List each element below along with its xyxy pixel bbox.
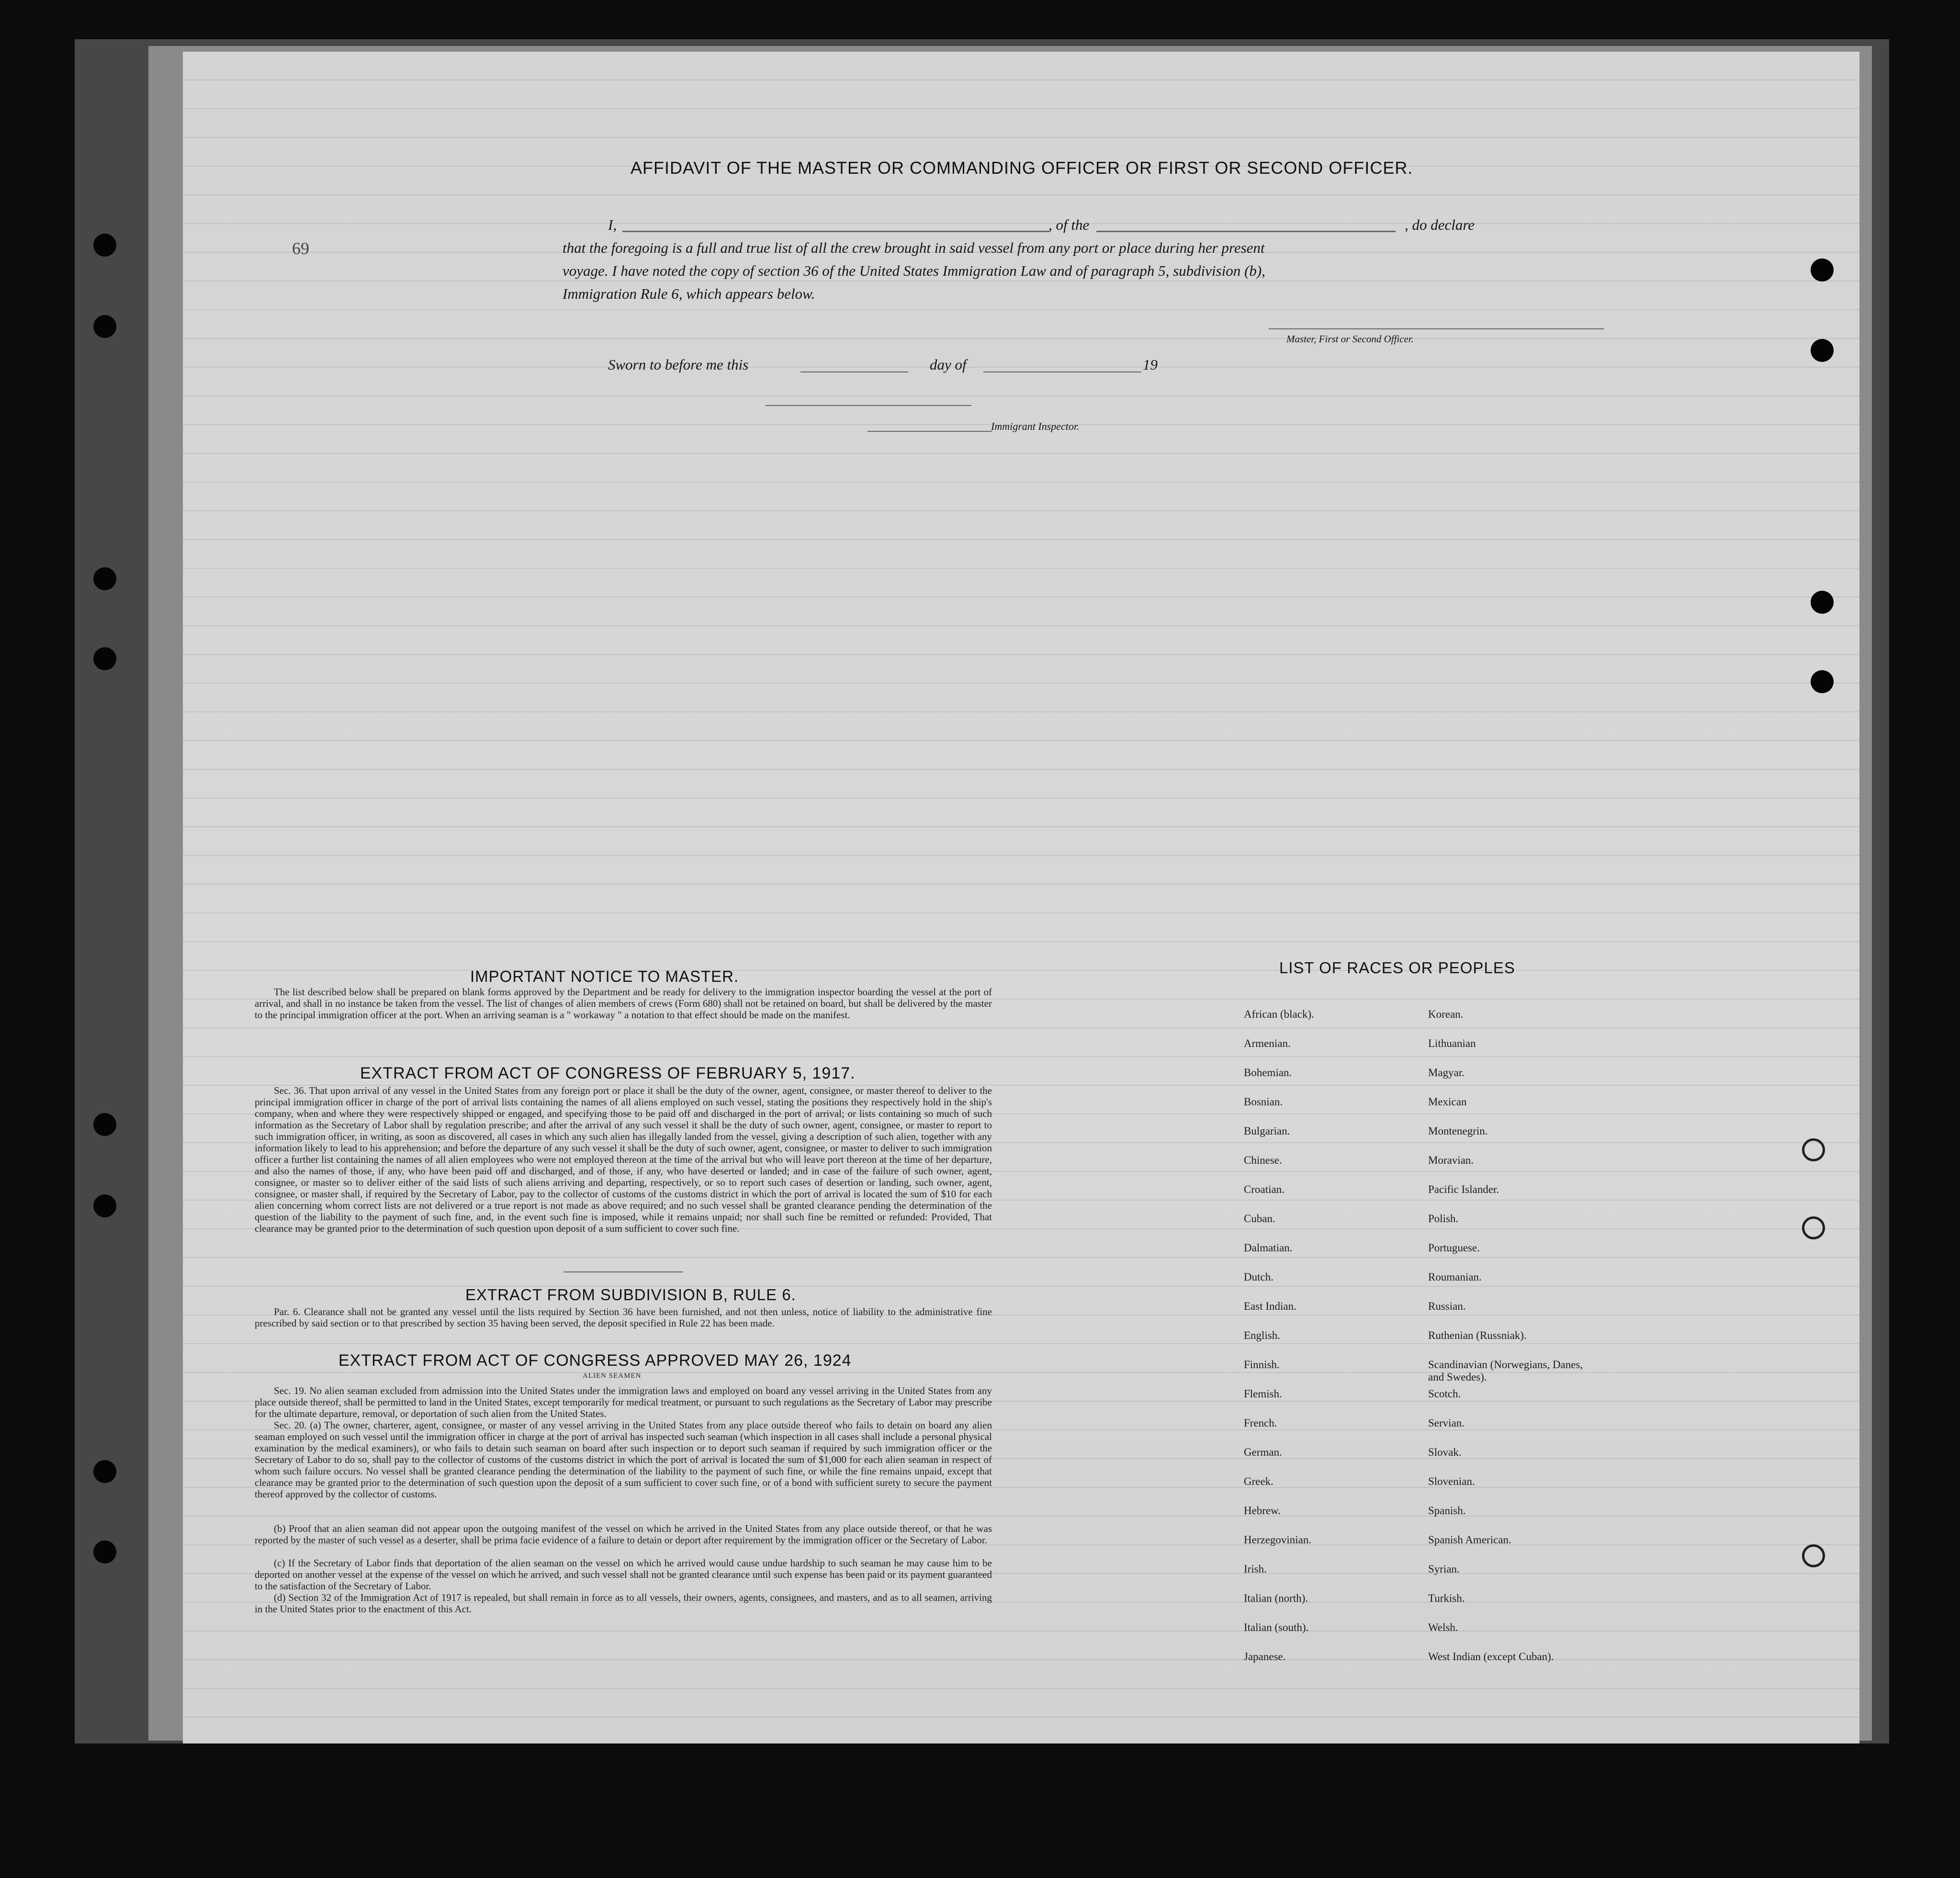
right-race-item: Polish. (1428, 1213, 1459, 1225)
right-race-item: Spanish. (1428, 1505, 1466, 1517)
right-race-item: Korean. (1428, 1008, 1464, 1020)
affidavit-title: AFFIDAVIT OF THE MASTER OR COMMANDING OFFICER OR FIRST OR SECOND OFFICER. (631, 158, 1413, 178)
notice-title: IMPORTANT NOTICE TO MASTER. (470, 967, 739, 985)
right-race-item: Moravian. (1428, 1154, 1474, 1166)
right-race-item: Mexican (1428, 1096, 1467, 1108)
punch-hole (1811, 591, 1834, 614)
section-divider (563, 1271, 683, 1272)
officer-caption: Master, First or Second Officer. (1286, 333, 1414, 345)
binder-hole (93, 1541, 116, 1563)
extract-1924-sec20d: (d) Section 32 of the Immigration Act of 1917 is repealed, but shall remain in force as to all vessels, their owners, agents, consignees, and masters, and as to all seamen, arriving in the United States prior to the enactment of this Act. (255, 1592, 992, 1615)
left-race-item: Finnish. (1244, 1359, 1280, 1371)
affidavit-line-4: Immigration Rule 6, which appears below. (563, 285, 815, 302)
left-race-item: Bosnian. (1244, 1096, 1283, 1108)
left-race-item: Hebrew. (1244, 1505, 1281, 1517)
binder-hole (93, 1194, 116, 1217)
extract-1924-sec20b: (b) Proof that an alien seaman did not appear upon the outgoing manifest of the vessel on which he arrived in the United States from any place outside thereof, or that he was reported by the master of such vessel as a deserter, shall be prima facie evidence of a failure to detain or deport after requirement by the immigration officer or the Secretary of Labor. (255, 1523, 992, 1546)
inspector-caption: Immigrant Inspector. (991, 420, 1080, 432)
affidavit-declare: , do declare (1405, 216, 1475, 233)
left-race-item: East Indian. (1244, 1300, 1296, 1312)
extract-rule6-title: EXTRACT FROM SUBDIVISION B, RULE 6. (465, 1286, 796, 1304)
affidavit-of-the: , of the (1048, 216, 1090, 233)
inspector-line-2 (867, 431, 992, 432)
left-race-item: Bohemian. (1244, 1067, 1292, 1079)
left-race-item: Herzegovinian. (1244, 1534, 1312, 1546)
right-race-item: Syrian. (1428, 1563, 1460, 1575)
left-race-item: Croatian. (1244, 1183, 1284, 1195)
right-race-item: Pacific Islander. (1428, 1183, 1499, 1195)
sworn-day-line (800, 371, 908, 372)
left-race-item: Greek. (1244, 1475, 1273, 1487)
extract-1917-text: Sec. 36. That upon arrival of any vessel in the United States from any foreign port or place it shall be the duty of the owner, agent, consignee, or master thereof to deliver to the principal immigration officer in charge of the port of arrival lists containing the names of all aliens employed on such vessel, stating the positions they respectively hold in the ship's company, when and where they were respectively shipped or engaged, and specifying those to be paid off and discharged in the port of arrival; or lists containing so much of such information as the Secretary of Labor shall by regulation prescribe; and after the arrival of any such vessel it shall be the duty of such owner, agent, consignee, or master to report to such immigration officer, in writing, as soon as discovered, all cases in which any such alien has illegally landed from the vessel, giving a description of such alien, together with any information likely to lead to his apprehension; and before the departure of any such vessel it shall be the duty of such owner, agent, consignee, or master to deliver to such immigration officer a further list containing the names of all alien employees who were not employed thereon at the time of the arrival but who will leave port thereon at the time of her departure, and also the names of those, if any, who have been paid off and discharged, and of those, if any, who have deserted or landed; and in case of the failure of such owner, agent, consignee, or master so to deliver either of the said lists of such aliens arriving and departing, respectively, or so to report such cases of desertion or landing, such owner, agent, consignee, or master shall, if required by the Secretary of Labor, pay to the collector of customs of the customs district in which the port of arrival is located the sum of $10 for each alien concerning whom correct lists are not delivered or a true report is not made as above required; and no such vessel shall be granted clearance pending the determination of the question of the liability to the payment of such fine, and, in the event such fine is imposed, while it remains unpaid; nor shall such fine be remitted or refunded: Provided, That clearance may be granted prior to the determination of such question upon deposit of a sum sufficient to cover such fine. (255, 1085, 992, 1234)
sworn-month-line (983, 371, 1141, 372)
right-race-item: Turkish. (1428, 1592, 1465, 1604)
left-race-item: Armenian. (1244, 1037, 1291, 1049)
affidavit-line-2: that the foregoing is a full and true list of all the crew brought in said vessel from any port or place during her present (563, 239, 1265, 256)
right-race-item: Servian. (1428, 1417, 1465, 1429)
right-race-item: Slovak. (1428, 1446, 1462, 1458)
left-race-item: Bulgarian. (1244, 1125, 1290, 1137)
right-race-item: Scotch. (1428, 1388, 1461, 1400)
left-race-item: English. (1244, 1329, 1281, 1341)
binder-hole (93, 567, 116, 590)
left-race-item: Cuban. (1244, 1213, 1275, 1225)
right-race-item: Portuguese. (1428, 1242, 1480, 1254)
right-race-item: Montenegrin. (1428, 1125, 1488, 1137)
right-race-item: Roumanian. (1428, 1271, 1482, 1283)
vessel-name-line (1096, 231, 1396, 232)
master-name-line (622, 231, 1049, 232)
punch-hole (1811, 339, 1834, 362)
left-race-item: Dutch. (1244, 1271, 1273, 1283)
punch-ring (1802, 1544, 1825, 1567)
right-race-item: Ruthenian (Russniak). (1428, 1329, 1527, 1341)
right-race-item: West Indian (except Cuban). (1428, 1651, 1554, 1663)
sworn-day-of: day of (930, 356, 967, 373)
left-race-item: Irish. (1244, 1563, 1267, 1575)
sworn-year: 19 (1143, 356, 1158, 373)
binder-hole (93, 315, 116, 338)
right-race-item: Lithuanian (1428, 1037, 1476, 1049)
binder-hole (93, 647, 116, 670)
extract-1924-title: EXTRACT FROM ACT OF CONGRESS APPROVED MAY 26, 1924 (338, 1351, 852, 1370)
extract-1924-subtitle: ALIEN SEAMEN (583, 1372, 642, 1380)
binder-hole (93, 1113, 116, 1136)
left-race-item: African (black). (1244, 1008, 1314, 1020)
punch-hole (1811, 259, 1834, 281)
inspector-line-1 (766, 405, 971, 406)
left-race-item: German. (1244, 1446, 1282, 1458)
left-race-item: Italian (north). (1244, 1592, 1308, 1604)
left-race-item: Flemish. (1244, 1388, 1282, 1400)
left-race-item: Chinese. (1244, 1154, 1282, 1166)
right-race-item: Spanish American. (1428, 1534, 1511, 1546)
extract-rule6-text: Par. 6. Clearance shall not be granted any vessel until the lists required by Section 36 have been furnished, and not then unless, notice of liability to the administrative fine prescribed by said section or to that prescribed by section 35 having been served, the deposit specified in Rule 22 has been made. (255, 1306, 992, 1329)
manifest-page (183, 52, 1859, 1743)
left-race-item: Japanese. (1244, 1651, 1286, 1663)
extract-1924-sec20c: (c) If the Secretary of Labor finds that deportation of the alien seaman on the vessel on which he arrived would cause undue hardship to such seaman he may cause him to be deported on another vessel at the expense of the vessel on which he arrived, and such vessel shall not be granted clearance until such expense has been paid or its payment guaranteed to the satisfaction of the Secretary of Labor. (255, 1557, 992, 1592)
right-race-item: Scandinavian (Norwegians, Danes, and Swedes). (1428, 1359, 1583, 1383)
left-race-item: Dalmatian. (1244, 1242, 1293, 1254)
page-number: 69 (292, 239, 309, 258)
affidavit-line-3: voyage. I have noted the copy of section 36 of the United States Immigration Law and of paragraph 5, subdivision (b), (563, 262, 1265, 279)
extract-1917-title: EXTRACT FROM ACT OF CONGRESS OF FEBRUARY 5, 1917. (360, 1064, 856, 1082)
left-race-item: Italian (south). (1244, 1621, 1309, 1633)
right-race-item: Welsh. (1428, 1621, 1458, 1633)
extract-1924-sec20a: Sec. 20. (a) The owner, charterer, agent, consignee, or master of any vessel arriving in the United States from any place outside thereof who fails to detain on board any alien seaman employed on such vessel until the immigration officer in charge at the port of arrival has inspected such seaman (which inspection in all cases shall include a personal physical examination by the medical examiners), or who fails to detain such seaman on board after such inspection or to deport such seaman if required by such immigration officer or the Secretary of Labor to do so, shall pay to the collector of customs of the customs district in which the port of arrival is located the sum of $1,000 for each alien seaman in respect of whom such failure occurs. No vessel shall be granted clearance pending the determination of the liability to the payment of such fine, or while the fine remains unpaid, except that clearance may be granted prior to the determination of such question upon the deposit of a sum sufficient to cover such fine, or of a bond with sufficient surety to secure the payment thereof approved by the collector of customs. (255, 1419, 992, 1500)
right-race-item: Russian. (1428, 1300, 1466, 1312)
binder-hole (93, 234, 116, 257)
officer-signature-line (1269, 328, 1604, 329)
punch-ring (1802, 1216, 1825, 1239)
notice-text: The list described below shall be prepared on blank forms approved by the Department and be ready for delivery to the immigration inspector boarding the vessel at the port of arrival, and shall in no instance be taken from the vessel. The list of changes of alien members of crews (Form 680) shall not be retained on board, but shall be delivered by the master to the principal immigration officer at the port. When an arriving seaman is a " workaway " a notation to that effect should be made on the manifest. (255, 986, 992, 1021)
punch-ring (1802, 1138, 1825, 1161)
affidavit-i: I, (608, 216, 617, 233)
right-race-item: Magyar. (1428, 1067, 1465, 1079)
sworn-prefix: Sworn to before me this (608, 356, 749, 373)
binder-hole (93, 1460, 116, 1483)
punch-hole (1811, 670, 1834, 693)
extract-1924-sec19: Sec. 19. No alien seaman excluded from admission into the United States under the immigration laws and employed on board any vessel arriving in the United States from any place outside thereof, shall be permitted to land in the United States, except temporarily for medical treatment, or pursuant to such regulations as the Secretary of Labor may prescribe for the ultimate departure, removal, or deportation of such alien from the United States. (255, 1385, 992, 1419)
races-title: LIST OF RACES OR PEOPLES (1279, 959, 1515, 977)
right-race-item: Slovenian. (1428, 1475, 1475, 1487)
left-race-item: French. (1244, 1417, 1277, 1429)
